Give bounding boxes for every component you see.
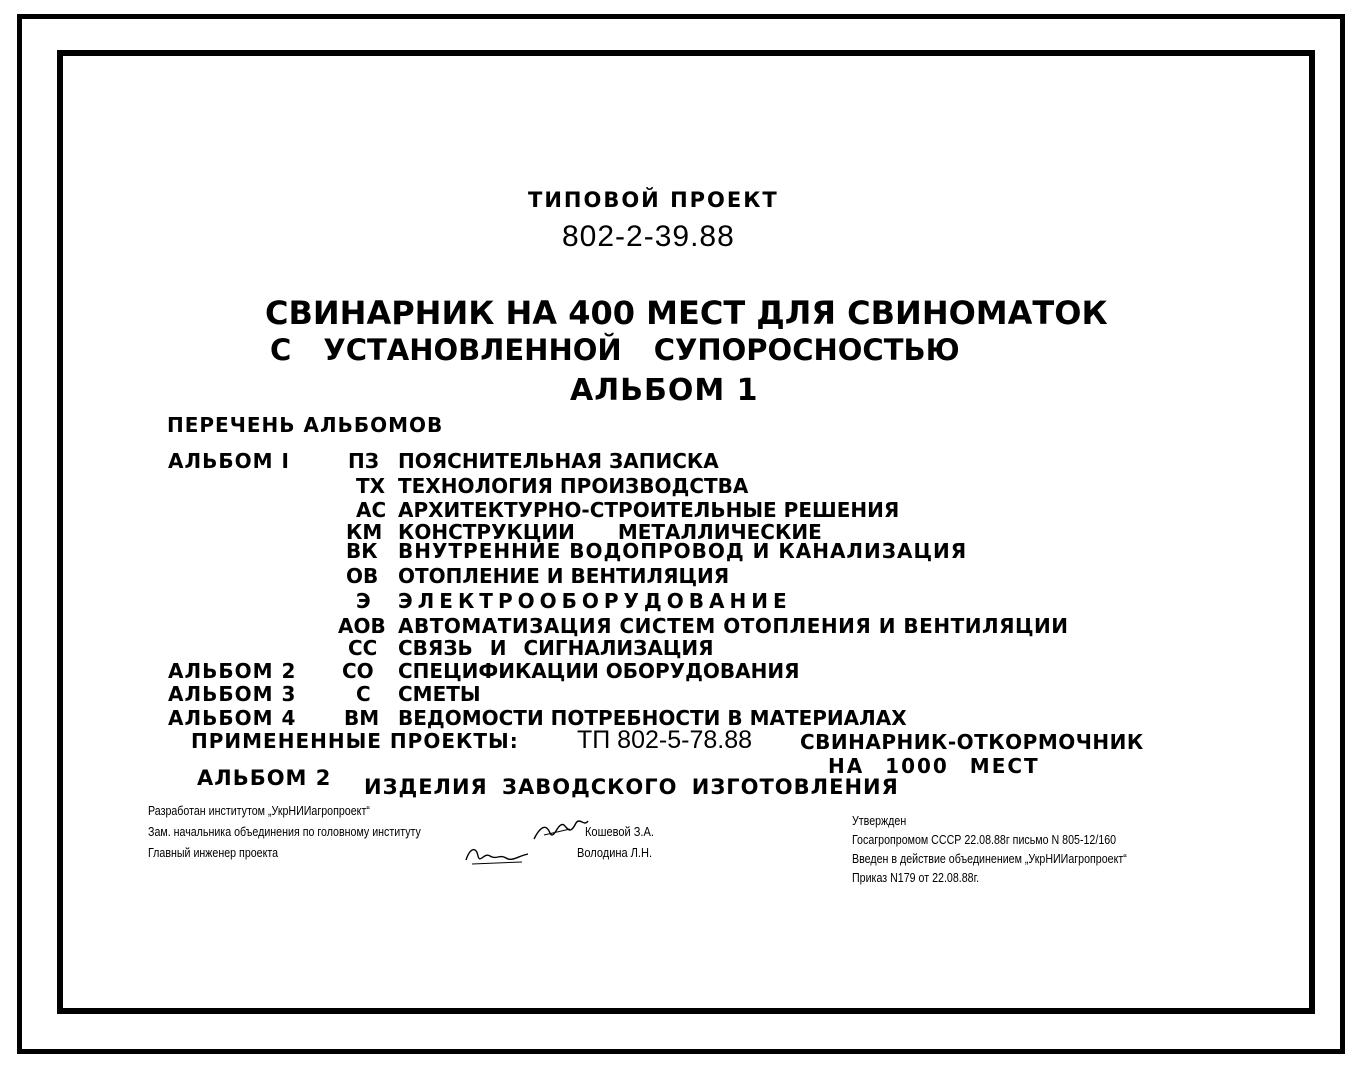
applied-album-name: ИЗДЕЛИЯ ЗАВОДСКОГО ИЗГОТОВЛЕНИЯ — [364, 775, 899, 799]
applied-project-name-1: СВИНАРНИК-ОТКОРМОЧНИК — [800, 730, 1144, 754]
title-line-2: С УСТАНОВЛЕННОЙ СУПОРОСНОСТЬЮ — [270, 333, 960, 367]
album-label: АЛЬБОМ 2 — [168, 659, 297, 683]
developer-chief-role: Главный инженер проекта — [148, 845, 279, 860]
approval-line-1: Утвержден — [852, 813, 907, 828]
project-type-label: ТИПОВОЙ ПРОЕКТ — [528, 188, 779, 212]
section-name: ЭЛЕКТРООБОРУДОВАНИЕ — [398, 589, 792, 613]
signature-koshevoy — [530, 815, 590, 845]
approval-line-2: Госагропромом СССР 22.08.88г письмо N 805-12/160 — [852, 832, 1117, 847]
section-name: ОТОПЛЕНИЕ И ВЕНТИЛЯЦИЯ — [398, 564, 730, 588]
section-name: АРХИТЕКТУРНО-СТРОИТЕЛЬНЫЕ РЕШЕНИЯ — [398, 498, 900, 522]
signature-volodina — [462, 842, 532, 868]
applied-projects-label: ПРИМЕНЕННЫЕ ПРОЕКТЫ: — [191, 729, 519, 753]
album-label: АЛЬБОМ I — [168, 449, 290, 473]
albums-heading: ПЕРЕЧЕНЬ АЛЬБОМОВ — [167, 413, 444, 437]
album-label: АЛЬБОМ 3 — [168, 682, 297, 706]
approval-line-3: Введен в действие объединением „УкрНИИагропроект“ — [852, 851, 1127, 866]
section-code: ПЗ — [348, 449, 379, 473]
section-name: ТЕХНОЛОГИЯ ПРОИЗВОДСТВА — [398, 474, 749, 498]
approval-line-4: Приказ N179 от 22.08.88г. — [852, 870, 980, 885]
section-code: ВМ — [344, 706, 380, 730]
section-name: СВЯЗЬ И СИГНАЛИЗАЦИЯ — [398, 636, 714, 660]
developer-chief-name: Володина Л.Н. — [577, 845, 653, 860]
applied-project-number: ТП 802-5-78.88 — [577, 726, 753, 754]
section-code: АОВ — [338, 614, 386, 638]
applied-album-label: АЛЬБОМ 2 — [197, 766, 332, 790]
section-code: Э — [356, 589, 371, 613]
section-code: ТХ — [356, 474, 386, 498]
developer-line-1: Разработан институтом „УкрНИИагропроект“ — [148, 803, 370, 818]
section-name: ВНУТРЕННИЕ ВОДОПРОВОД И КАНАЛИЗАЦИЯ — [398, 539, 968, 563]
section-code: СО — [342, 659, 374, 683]
project-number: 802-2-39.88 — [562, 220, 735, 253]
section-code: АС — [356, 498, 387, 522]
album-label: АЛЬБОМ 4 — [168, 706, 297, 730]
section-name: ПОЯСНИТЕЛЬНАЯ ЗАПИСКА — [398, 449, 719, 473]
section-code: ВК — [346, 539, 378, 563]
section-code: С — [356, 682, 371, 706]
section-name: СПЕЦИФИКАЦИИ ОБОРУДОВАНИЯ — [398, 659, 800, 683]
section-name: СМЕТЫ — [398, 682, 481, 706]
developer-deputy-name: Кошевой З.А. — [585, 824, 654, 839]
title-line-1: СВИНАРНИК НА 400 МЕСТ ДЛЯ СВИНОМАТОК — [265, 294, 1108, 332]
section-code: КМ — [346, 520, 383, 544]
developer-deputy-role: Зам. начальника объединения по головному институту — [148, 824, 421, 839]
section-name: АВТОМАТИЗАЦИЯ СИСТЕМ ОТОПЛЕНИЯ И ВЕНТИЛЯЦИИ — [398, 614, 1069, 638]
section-code: ОВ — [346, 564, 379, 588]
section-name: ВЕДОМОСТИ ПОТРЕБНОСТИ В МАТЕРИАЛАХ — [398, 706, 907, 730]
section-code: СС — [348, 636, 378, 660]
applied-project-name-2: НА 1000 МЕСТ — [828, 754, 1040, 778]
section-name: КОНСТРУКЦИИ МЕТАЛЛИЧЕСКИЕ — [398, 520, 822, 544]
album-title: АЛЬБОМ 1 — [570, 373, 759, 408]
